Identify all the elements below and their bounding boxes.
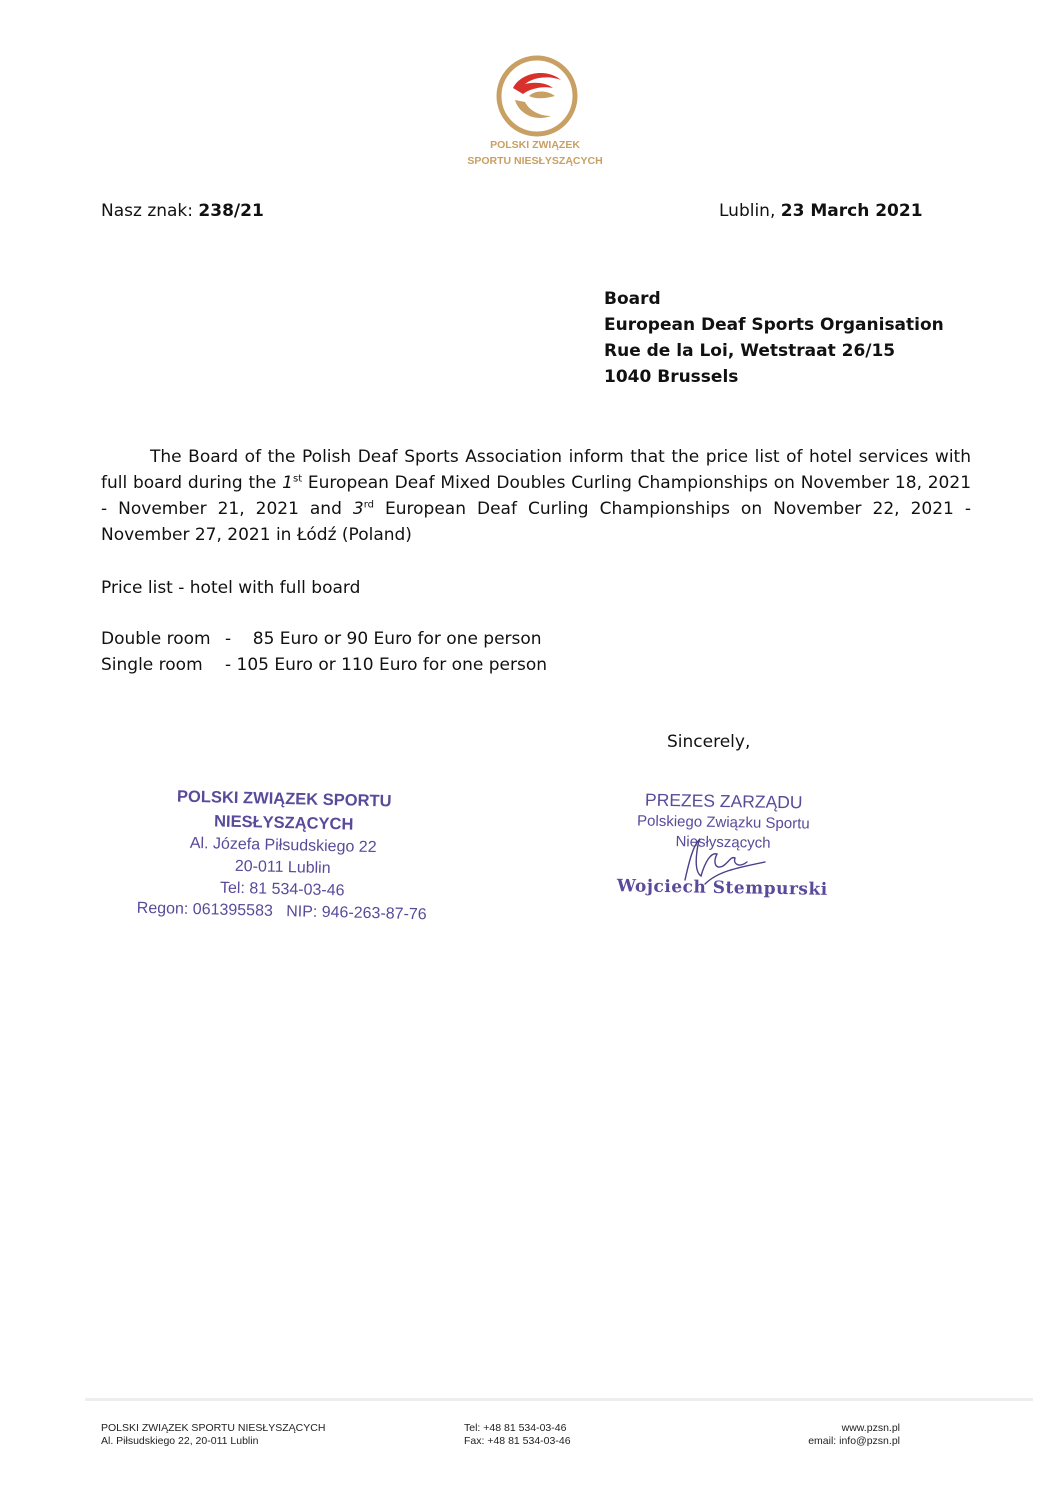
organisation-stamp xyxy=(126,784,439,927)
room-type: Single room xyxy=(101,655,203,675)
logo-line-1: POLSKI ZWIĄZEK xyxy=(490,139,580,151)
letter-date xyxy=(719,198,923,224)
stamp-city: 20-011 Lublin xyxy=(234,857,331,878)
price-row xyxy=(101,652,547,678)
footer-phone-block xyxy=(464,1422,571,1448)
stamp-ids: Regon: 061395583 NIP: 946-263-87-76 xyxy=(136,899,427,924)
body-text-2: European Deaf Mixed Doubles Curling Championships on November 18, 2021 - November 21, 2021 and xyxy=(101,473,972,519)
footer-address: Al. Piłsudskiego 22, 20-011 Lublin xyxy=(101,1435,259,1447)
ref-value: 238/21 xyxy=(198,201,264,221)
ordinal-3: 3 xyxy=(352,499,364,519)
ordinal-1-suffix: st xyxy=(293,473,303,485)
footer-web-block xyxy=(760,1422,900,1448)
footer-divider xyxy=(85,1398,1033,1401)
price-row xyxy=(101,626,542,652)
reference-number xyxy=(101,198,264,224)
recipient-line: European Deaf Sports Organisation xyxy=(604,315,944,335)
stamp-tel: Tel: 81 534-03-46 xyxy=(219,879,345,900)
footer-tel: Tel: +48 81 534-03-46 xyxy=(464,1422,567,1434)
logo-line-2: SPORTU NIESŁYSZĄCYCH xyxy=(467,155,603,167)
stamp-title: PREZES ZARZĄDU xyxy=(644,789,803,813)
footer-address-block xyxy=(101,1422,325,1448)
stamp-name: Wojciech Stempurski xyxy=(616,876,828,900)
stamp-address: Al. Józefa Piłsudskiego 22 xyxy=(189,834,377,857)
room-price: - 105 Euro or 110 Euro for one person xyxy=(225,655,547,675)
recipient-line: Board xyxy=(604,289,661,309)
ordinal-3-suffix: rd xyxy=(363,499,375,511)
footer-fax: Fax: +48 81 534-03-46 xyxy=(464,1435,571,1447)
date-place: Lublin, xyxy=(719,201,776,221)
body-paragraph xyxy=(101,444,971,548)
ref-label: Nasz znak: xyxy=(101,201,194,221)
stamp-org: Polskiego Związku Sportu Niesłyszących xyxy=(636,812,810,852)
recipient-line: 1040 Brussels xyxy=(604,367,739,387)
closing: Sincerely, xyxy=(667,732,751,752)
logo-text xyxy=(460,137,610,169)
handwritten-signature xyxy=(665,832,775,892)
footer-www: www.pzsn.pl xyxy=(841,1422,900,1434)
recipient-address xyxy=(604,286,944,390)
room-type: Double room xyxy=(101,629,211,649)
stamp-title: POLSKI ZWIĄZEK SPORTU NIESŁYSZĄCYCH xyxy=(176,787,392,834)
body-text-3: European Deaf Curling Championships on November 22, 2021 - November 27, 2021 in Łódź (Poland) xyxy=(101,499,971,545)
recipient-line: Rue de la Loi, Wetstraat 26/15 xyxy=(604,341,896,361)
ordinal-1: 1 xyxy=(282,473,293,493)
room-price: - 85 Euro or 90 Euro for one person xyxy=(225,629,542,649)
body-text-1: The Board of the Polish Deaf Sports Association inform that the price list of hotel services with full board during the xyxy=(101,447,971,493)
eagle-ring-logo xyxy=(495,54,579,138)
footer-org: POLSKI ZWIĄZEK SPORTU NIESŁYSZĄCYCH xyxy=(101,1422,326,1434)
price-list-title: Price list - hotel with full board xyxy=(101,578,361,598)
date-value: 23 March 2021 xyxy=(780,201,923,221)
footer-email: email: info@pzsn.pl xyxy=(808,1435,900,1447)
